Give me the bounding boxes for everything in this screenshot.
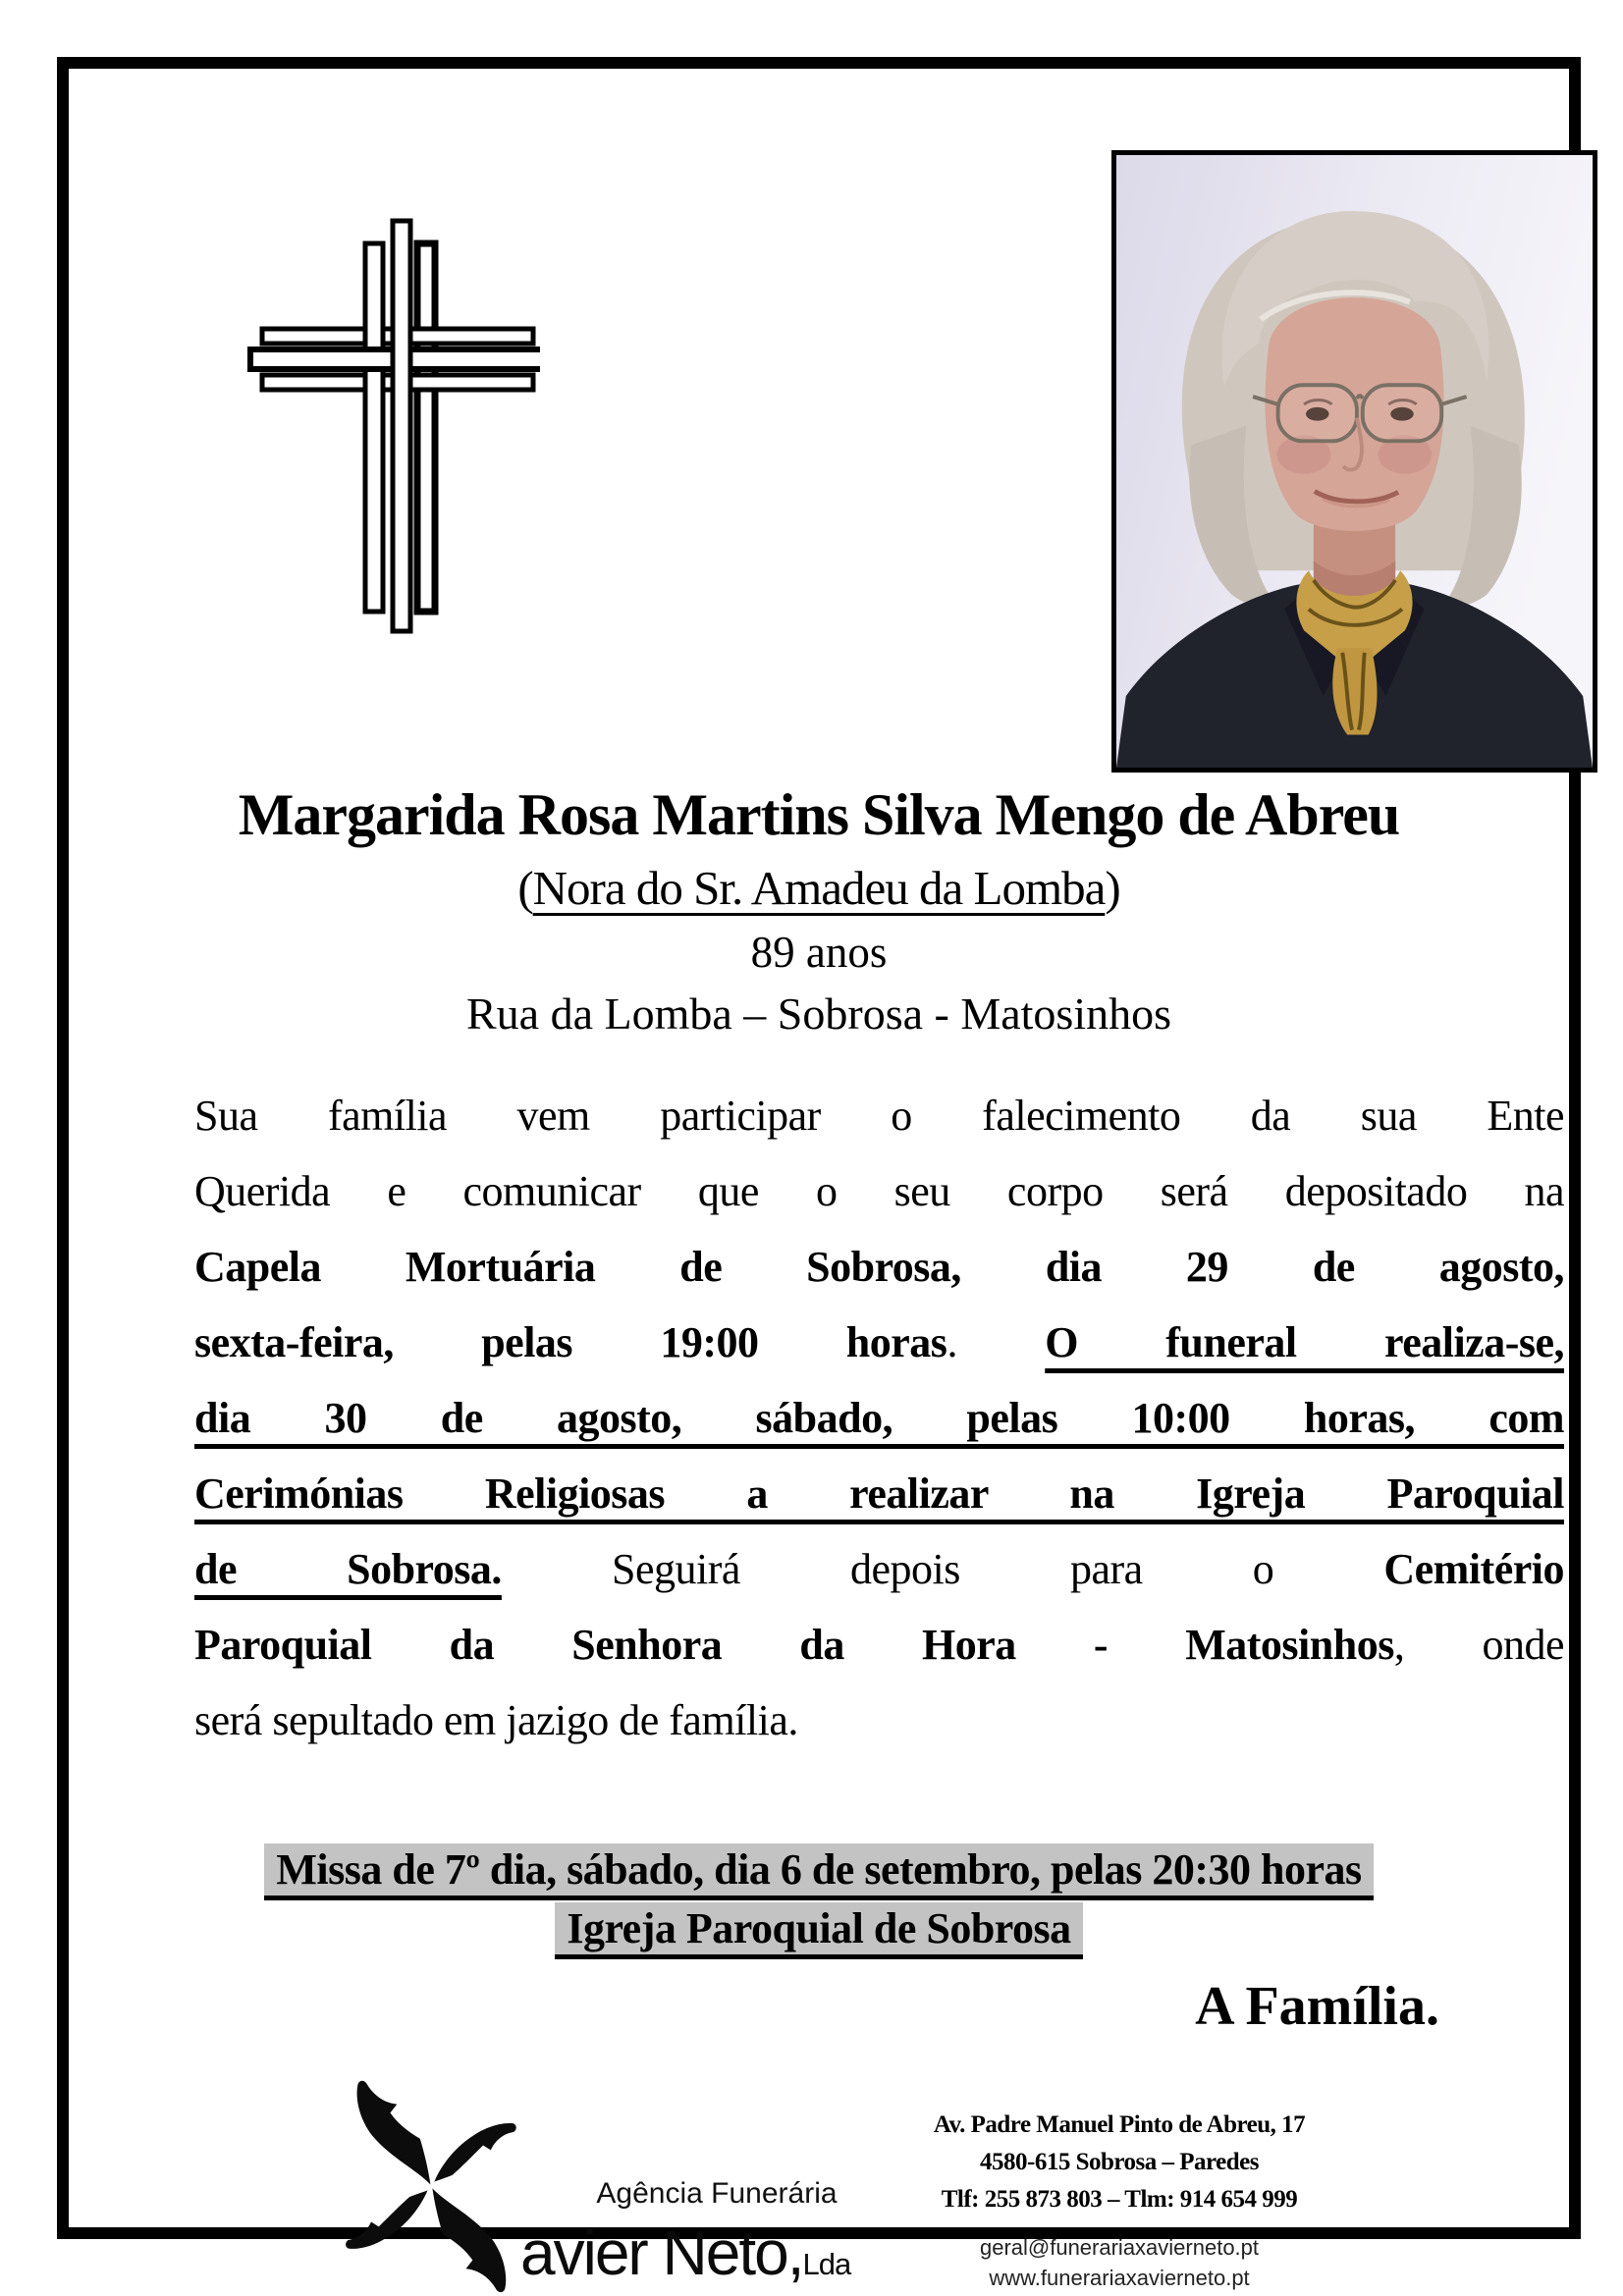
agency-name [520,2216,850,2289]
xavier-neto-logo-icon [332,2073,523,2294]
announcement-line: de Sobrosa. Seguirá depois para o Cemitério [194,1545,1564,1593]
agency-name-suffix: Lda [802,2247,851,2281]
announcement-line: Sua família vem participar o falecimento da sua Ente [194,1092,1564,1140]
agency-label: Agência Funerária [596,2177,838,2210]
mass-notice-line1: Missa de 7º dia, sábado, dia 6 de setembro, pelas 20:30 horas [264,1843,1373,1900]
agency-email: geral@funerariaxavierneto.pt [979,2235,1260,2260]
announcement-paragraph [194,1078,1564,1758]
document-frame [57,57,1581,2290]
announcement-line: Cerimónias Religiosas a realizar na Igreja Paroquial [194,1469,1564,1518]
relation-paren-close: ) [1105,861,1120,915]
agency-website: www.funerariaxavierneto.pt [989,2266,1250,2290]
address-line: Rua da Lomba – Sobrosa - Matosinhos [465,988,1172,1039]
announcement-line: Paroquial da Senhora da Hora - Matosinhos, onde [194,1621,1564,1669]
announcement-line: Querida e comunicar que o seu corpo será depositado na [194,1167,1564,1215]
christian-cross-icon [216,182,540,643]
family-signature: A Família. [1195,1976,1439,2037]
announcement-line: será sepultado em jazigo de família. [194,1696,798,1744]
mass-notice-line2: Igreja Paroquial de Sobrosa [555,1902,1082,1959]
agency-address-block [884,2107,1355,2218]
relation-paren-open: ( [517,861,533,915]
deceased-name: Margarida Rosa Martins Silva Mengo de Abreu [238,782,1400,847]
agency-name-rest: avier Neto, [520,2217,803,2288]
portrait-photo [1111,150,1597,773]
mass-notice [126,1843,1512,1961]
announcement-line: Capela Mortuária de Sobrosa, dia 29 de agosto, [194,1243,1564,1291]
agency-address-line2: 4580-615 Sobrosa – Paredes [980,2149,1259,2175]
age-line: 89 anos [750,928,888,977]
mass-notice-line1-wrap [126,1843,1512,1900]
mass-notice-line2-wrap [126,1902,1512,1959]
announcement-line: sexta-feira, pelas 19:00 horas. O funeral realiza-se, [194,1318,1565,1366]
relation-text: Nora do Sr. Amadeu da Lomba [532,861,1106,915]
agency-address-line1: Av. Padre Manuel Pinto de Abreu, 17 [933,2111,1306,2138]
agency-phone-line: Tlf: 255 873 803 – Tlm: 914 654 999 [941,2186,1298,2213]
relation-line [126,860,1512,916]
agency-web-block [884,2232,1355,2293]
announcement-line: dia 30 de agosto, sábado, pelas 10:00 horas, com [194,1394,1564,1442]
